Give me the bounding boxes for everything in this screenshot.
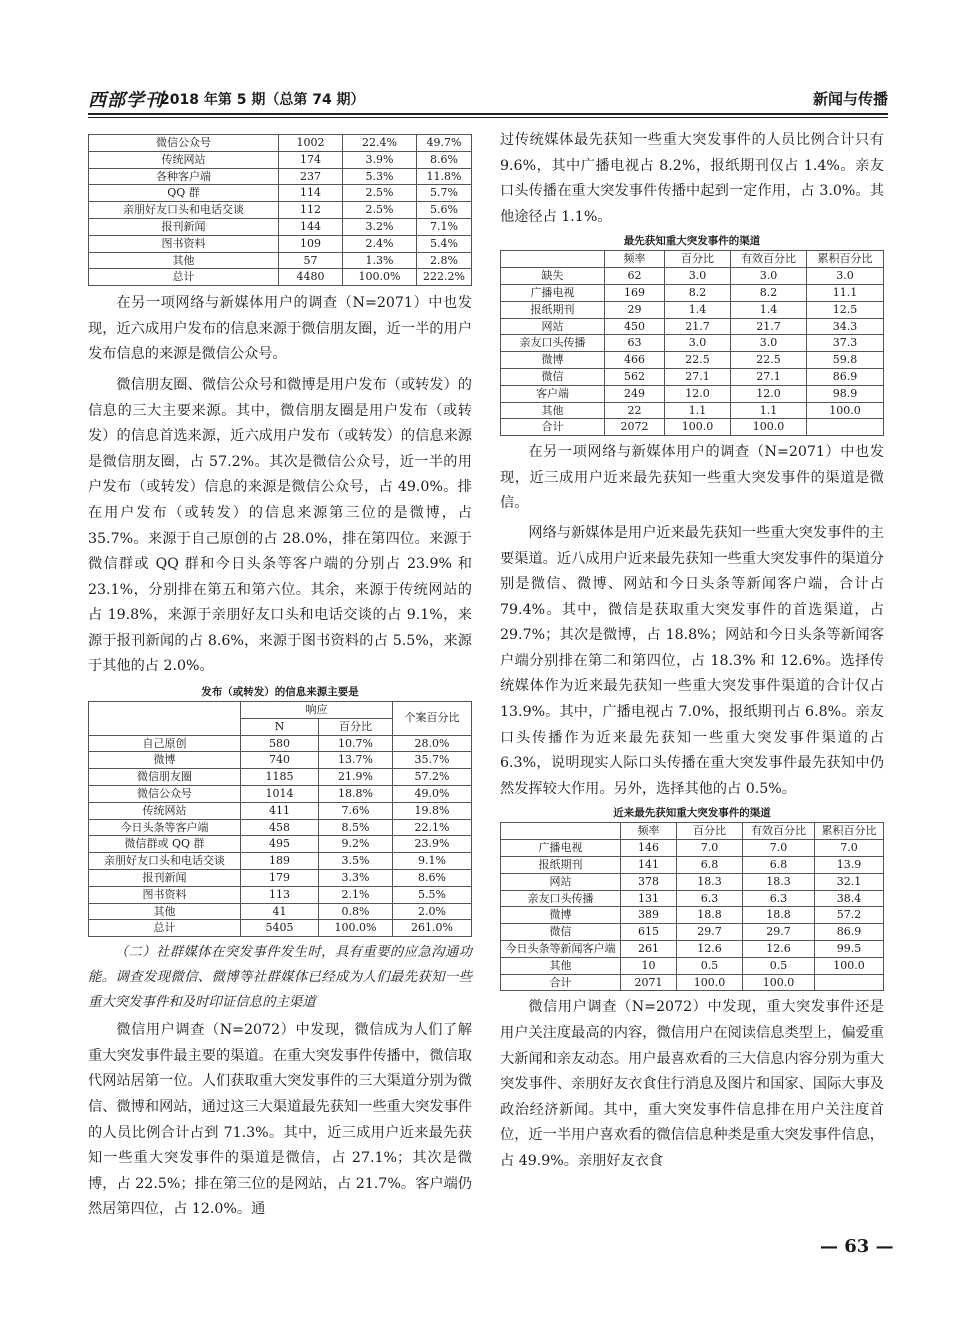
subheading: （二）社群媒体在突发事件发生时，具有重要的应急沟通功能。调查发现微信、微博等社群媒体已经成为人们最先获知一些重大突发事件和及时印证信息的主渠道 bbox=[88, 945, 472, 1011]
table-cell: 100.0 bbox=[815, 957, 884, 974]
table-row bbox=[89, 769, 472, 786]
table-row bbox=[89, 853, 472, 870]
paragraph: 微信用户调查（N=2072）中发现，微信成为人们了解重大突发事件最主要的渠道。在重大突发事件传播中，微信取代网站居第一位。人们获取重大突发事件的三大渠道分别为微信、微博和网站，通过这三大渠道最先获知一些重大突发事件的人员比例合计占到 71.3%。其中，近三成用户近来最先获知一些重大突发事件的渠道是微信，占 27.1%；其次是微博，占 22.5%；排在第三位的是网站，占 21.7%。客户端仍然居第四位，占 12.0%。通 bbox=[88, 1022, 472, 1218]
row-label: 微信 bbox=[501, 924, 621, 941]
table-row bbox=[89, 252, 472, 269]
table-header: N bbox=[241, 718, 319, 735]
row-label: 报刊新闻 bbox=[89, 870, 241, 887]
header-rule bbox=[88, 113, 888, 115]
row-label: 报纸期刊 bbox=[501, 857, 621, 874]
table-cell: 6.8 bbox=[677, 857, 743, 874]
table-header: 频率 bbox=[605, 251, 665, 268]
table-header: 有效百分比 bbox=[731, 251, 807, 268]
table-cell: 100.0 bbox=[665, 419, 731, 436]
table-cell: 2.0% bbox=[393, 903, 472, 920]
table-header: 累积百分比 bbox=[815, 823, 884, 840]
table-cell: 57.2% bbox=[393, 769, 472, 786]
table-cell: 86.9 bbox=[807, 368, 884, 385]
table-cell: 9.1% bbox=[393, 853, 472, 870]
table-cell: 59.8 bbox=[807, 352, 884, 369]
table-row bbox=[501, 890, 884, 907]
table-header-row bbox=[501, 251, 884, 268]
row-label: 广播电视 bbox=[501, 284, 605, 301]
table-cell: 28.0% bbox=[393, 735, 472, 752]
row-label: 微信公众号 bbox=[89, 786, 241, 803]
table-row bbox=[89, 185, 472, 202]
table-row bbox=[501, 335, 884, 352]
table-row bbox=[89, 735, 472, 752]
table-cell: 13.9 bbox=[815, 857, 884, 874]
table-cell: 12.6 bbox=[743, 941, 815, 958]
table-cell: 29.7 bbox=[677, 924, 743, 941]
row-label: QQ 群 bbox=[89, 185, 279, 202]
table-cell: 222.2% bbox=[417, 269, 472, 286]
row-label: 网站 bbox=[501, 318, 605, 335]
table-cell: 34.3 bbox=[807, 318, 884, 335]
table-row bbox=[89, 202, 472, 219]
table-cell: 0.5 bbox=[743, 957, 815, 974]
table-cell: 141 bbox=[621, 857, 677, 874]
table-cell: 109 bbox=[279, 235, 343, 252]
table-cell: 1014 bbox=[241, 786, 319, 803]
table-cell: 8.2 bbox=[665, 284, 731, 301]
row-label: 亲朋好友口头和电话交谈 bbox=[89, 202, 279, 219]
row-label: 图书资料 bbox=[89, 235, 279, 252]
row-label: 微博 bbox=[501, 352, 605, 369]
table-cell: 10 bbox=[621, 957, 677, 974]
table-row bbox=[89, 903, 472, 920]
table-cell: 11.8% bbox=[417, 168, 472, 185]
table-cell: 6.8 bbox=[743, 857, 815, 874]
table-cell: 63 bbox=[605, 335, 665, 352]
table-cell: 6.3 bbox=[677, 890, 743, 907]
table-row bbox=[89, 218, 472, 235]
table-cell: 7.1% bbox=[417, 218, 472, 235]
issue-info: 2018 年第 5 期（总第 74 期） bbox=[160, 92, 365, 108]
table-cell: 5.6% bbox=[417, 202, 472, 219]
table-cell: 86.9 bbox=[815, 924, 884, 941]
row-label: 其他 bbox=[501, 957, 621, 974]
table-cell: 1.4 bbox=[665, 301, 731, 318]
table-row bbox=[501, 924, 884, 941]
table-cell: 1.1 bbox=[731, 402, 807, 419]
row-label: 广播电视 bbox=[501, 840, 621, 857]
table-cell bbox=[815, 974, 884, 991]
row-label: 客户端 bbox=[501, 385, 605, 402]
table-cell: 22.1% bbox=[393, 819, 472, 836]
table-cell: 2.1% bbox=[319, 886, 393, 903]
table-cell: 144 bbox=[279, 218, 343, 235]
table-cell: 495 bbox=[241, 836, 319, 853]
table-row bbox=[501, 957, 884, 974]
table-cell: 2.8% bbox=[417, 252, 472, 269]
paragraph: 网络与新媒体是用户近来最先获知一些重大突发事件的主要渠道。近八成用户近来最先获知一些重大突发事件的渠道分别是微信、微博、网站和今日头条等新闻客户端，合计占 79.4%。其中，微信是获取重大突发事件的首选渠道，占 29.7%；其次是微博，占 18.8%；网站和今日头条等新闻客户端分别排在第二和第四位，占 18.3% 和 12.6%。选择传统媒体作为近来最先获知一些重大突发事件渠道的合计仅占 13.9%。其中，广播电视占 7.0%，报纸期刊占 6.8%。亲友口头传播作为近来最先获知一些重大突发事件渠道的占 6.3%，说明现实人际口头传播在重大突发事件最先获知中仍然发挥较大作用。另外，选择其他的占 0.5%。 bbox=[500, 524, 884, 797]
table-cell: 7.0 bbox=[677, 840, 743, 857]
table-cell: 49.7% bbox=[417, 135, 472, 152]
table-cell: 32.1 bbox=[815, 873, 884, 890]
table-cell: 237 bbox=[279, 168, 343, 185]
table-recent-channel bbox=[500, 822, 884, 991]
table-cell: 179 bbox=[241, 870, 319, 887]
table-cell: 18.3 bbox=[743, 873, 815, 890]
table-cell: 19.8% bbox=[393, 802, 472, 819]
table-publish-sources bbox=[88, 701, 472, 937]
table-cell: 2072 bbox=[605, 419, 665, 436]
table-row bbox=[501, 284, 884, 301]
header-rule-thin bbox=[88, 117, 888, 118]
table-cell: 0.8% bbox=[319, 903, 393, 920]
table-cell: 6.3 bbox=[743, 890, 815, 907]
table-cell: 562 bbox=[605, 368, 665, 385]
table-cell: 5405 bbox=[241, 920, 319, 937]
table-cell: 13.7% bbox=[319, 752, 393, 769]
table-header: 累积百分比 bbox=[807, 251, 884, 268]
table-cell: 4480 bbox=[279, 269, 343, 286]
left-column bbox=[88, 134, 472, 1223]
row-label: 微博 bbox=[89, 752, 241, 769]
table-header: 百分比 bbox=[665, 251, 731, 268]
row-label: 合计 bbox=[501, 974, 621, 991]
table-title: 最先获知重大突发事件的渠道 bbox=[623, 235, 761, 248]
table-cell: 38.4 bbox=[815, 890, 884, 907]
table-header-blank bbox=[89, 702, 241, 736]
table-row bbox=[89, 802, 472, 819]
table-cell: 8.5% bbox=[319, 819, 393, 836]
row-label: 今日头条等新闻客户端 bbox=[501, 941, 621, 958]
table-cell: 261 bbox=[621, 941, 677, 958]
table-cell: 21.9% bbox=[319, 769, 393, 786]
table-cell: 12.6 bbox=[677, 941, 743, 958]
table-cell: 57.2 bbox=[815, 907, 884, 924]
table-cell: 27.1 bbox=[731, 368, 807, 385]
table-row bbox=[89, 870, 472, 887]
table-cell: 2.4% bbox=[343, 235, 417, 252]
table-cell: 3.0 bbox=[665, 335, 731, 352]
table-cell: 22.5 bbox=[665, 352, 731, 369]
table-cell bbox=[807, 419, 884, 436]
paragraph: 在另一项网络与新媒体用户的调查（N=2071）中也发现，近六成用户发布的信息来源于微信朋友圈，近一半的用户发布信息的来源是微信公众号。 bbox=[88, 295, 472, 363]
table-cell: 3.0 bbox=[665, 268, 731, 285]
table-cell: 114 bbox=[279, 185, 343, 202]
table-cell: 29.7 bbox=[743, 924, 815, 941]
table-cell: 8.6% bbox=[393, 870, 472, 887]
table-row bbox=[501, 873, 884, 890]
table-cell: 389 bbox=[621, 907, 677, 924]
row-label: 各种客户端 bbox=[89, 168, 279, 185]
row-label: 自己原创 bbox=[89, 735, 241, 752]
table-row bbox=[501, 941, 884, 958]
row-label: 亲友口头传播 bbox=[501, 890, 621, 907]
table-cell: 5.3% bbox=[343, 168, 417, 185]
table-cell: 146 bbox=[621, 840, 677, 857]
table-cell: 49.0% bbox=[393, 786, 472, 803]
table-cell: 740 bbox=[241, 752, 319, 769]
table-cell: 21.7 bbox=[665, 318, 731, 335]
table-cell: 7.0 bbox=[815, 840, 884, 857]
table-cell: 174 bbox=[279, 151, 343, 168]
table-cell: 9.2% bbox=[319, 836, 393, 853]
table-cell: 99.5 bbox=[815, 941, 884, 958]
table-cell: 411 bbox=[241, 802, 319, 819]
table-cell: 22 bbox=[605, 402, 665, 419]
table-row bbox=[501, 318, 884, 335]
table-row bbox=[501, 402, 884, 419]
table-cell: 169 bbox=[605, 284, 665, 301]
table-cell: 249 bbox=[605, 385, 665, 402]
table-cell: 1.1 bbox=[665, 402, 731, 419]
table-cell: 2071 bbox=[621, 974, 677, 991]
table-cell: 41 bbox=[241, 903, 319, 920]
journal-logo: 西部学刊 bbox=[88, 90, 164, 111]
table-header: 频率 bbox=[621, 823, 677, 840]
table-row bbox=[501, 368, 884, 385]
table-cell: 466 bbox=[605, 352, 665, 369]
row-label: 报纸期刊 bbox=[501, 301, 605, 318]
row-label: 其他 bbox=[89, 903, 241, 920]
row-label: 传统网站 bbox=[89, 151, 279, 168]
table-cell: 18.3 bbox=[677, 873, 743, 890]
table-header: 有效百分比 bbox=[743, 823, 815, 840]
row-label: 总计 bbox=[89, 269, 279, 286]
table-cell: 261.0% bbox=[393, 920, 472, 937]
table-cell: 1002 bbox=[279, 135, 343, 152]
table-row bbox=[89, 819, 472, 836]
table-cell: 18.8 bbox=[743, 907, 815, 924]
table-cell: 22.5 bbox=[731, 352, 807, 369]
table-row bbox=[89, 786, 472, 803]
row-label: 其他 bbox=[501, 402, 605, 419]
table-row bbox=[501, 974, 884, 991]
table-cell: 3.2% bbox=[343, 218, 417, 235]
table-row bbox=[89, 920, 472, 937]
table-row bbox=[501, 352, 884, 369]
table-cell: 100.0 bbox=[807, 402, 884, 419]
row-label: 微信朋友圈 bbox=[89, 769, 241, 786]
table-cell: 21.7 bbox=[731, 318, 807, 335]
table-cell: 100.0 bbox=[731, 419, 807, 436]
table-row bbox=[501, 301, 884, 318]
row-label: 亲朋好友口头和电话交谈 bbox=[89, 853, 241, 870]
table-title: 发布（或转发）的信息来源主要是 bbox=[201, 686, 359, 699]
table-cell: 1.3% bbox=[343, 252, 417, 269]
table-cell: 113 bbox=[241, 886, 319, 903]
table-cell: 1.4 bbox=[731, 301, 807, 318]
row-label: 微信 bbox=[501, 368, 605, 385]
row-label: 传统网站 bbox=[89, 802, 241, 819]
table-row bbox=[89, 836, 472, 853]
table-title: 近来最先获知重大突发事件的渠道 bbox=[613, 807, 771, 820]
table-cell: 3.0 bbox=[731, 268, 807, 285]
table-cell: 62 bbox=[605, 268, 665, 285]
table-cell: 8.6% bbox=[417, 151, 472, 168]
table-cell: 35.7% bbox=[393, 752, 472, 769]
paragraph: 微信用户调查（N=2072）中发现，重大突发事件还是用户关注度最高的内容，微信用户在阅读信息类型上，偏爱重大新闻和亲友动态。用户最喜欢看的三大信息内容分别为重大突发事件、亲朋好友衣食住行消息及图片和国家、国际大事及政治经济新闻。其中，重大突发事件信息排在用户关注度首位，近一半用户喜欢看的微信信息种类是重大突发事件信息，占 49.9%。亲朋好友衣食 bbox=[500, 999, 884, 1169]
table-header bbox=[501, 251, 605, 268]
table-cell: 8.2 bbox=[731, 284, 807, 301]
table-cell: 22.4% bbox=[343, 135, 417, 152]
table-cell: 11.1 bbox=[807, 284, 884, 301]
table-cell: 0.5 bbox=[677, 957, 743, 974]
table-cell: 5.4% bbox=[417, 235, 472, 252]
table-cell: 98.9 bbox=[807, 385, 884, 402]
table-cell: 131 bbox=[621, 890, 677, 907]
row-label: 合计 bbox=[501, 419, 605, 436]
table-cell: 10.7% bbox=[319, 735, 393, 752]
table-cell: 27.1 bbox=[665, 368, 731, 385]
row-label: 今日头条等客户端 bbox=[89, 819, 241, 836]
table-cell: 3.9% bbox=[343, 151, 417, 168]
table-cell: 378 bbox=[621, 873, 677, 890]
right-column bbox=[500, 128, 884, 1175]
table-row bbox=[89, 269, 472, 286]
table-cell: 37.3 bbox=[807, 335, 884, 352]
row-label: 网站 bbox=[501, 873, 621, 890]
table-cell: 18.8 bbox=[677, 907, 743, 924]
row-label: 报刊新闻 bbox=[89, 218, 279, 235]
row-label: 缺失 bbox=[501, 268, 605, 285]
paragraph: 过传统媒体最先获知一些重大突发事件的人员比例合计只有 9.6%，其中广播电视占 8.2%，报纸期刊仅占 1.4%。亲友口头传播在重大突发事件传播中起到一定作用，占 3.0%。其他途径占 1.1%。 bbox=[500, 132, 884, 225]
table-row bbox=[89, 752, 472, 769]
table-cell: 3.0 bbox=[807, 268, 884, 285]
table-row bbox=[501, 907, 884, 924]
table-header: 个案百分比 bbox=[393, 702, 472, 736]
table-cell: 3.0 bbox=[731, 335, 807, 352]
table-cell: 7.6% bbox=[319, 802, 393, 819]
table-row bbox=[501, 857, 884, 874]
row-label: 图书资料 bbox=[89, 886, 241, 903]
table-header bbox=[501, 823, 621, 840]
table-cell: 1185 bbox=[241, 769, 319, 786]
row-label: 微博 bbox=[501, 907, 621, 924]
table-row bbox=[501, 419, 884, 436]
table-row bbox=[501, 268, 884, 285]
table-cell: 615 bbox=[621, 924, 677, 941]
row-label: 微信群或 QQ 群 bbox=[89, 836, 241, 853]
table-row bbox=[89, 886, 472, 903]
table-cell: 189 bbox=[241, 853, 319, 870]
table-cell: 458 bbox=[241, 819, 319, 836]
row-label: 亲友口头传播 bbox=[501, 335, 605, 352]
table-cell: 112 bbox=[279, 202, 343, 219]
table-cell: 57 bbox=[279, 252, 343, 269]
table-cell: 100.0% bbox=[319, 920, 393, 937]
table-cell: 12.5 bbox=[807, 301, 884, 318]
table-header-row bbox=[501, 823, 884, 840]
row-label: 其他 bbox=[89, 252, 279, 269]
paragraph: 微信朋友圈、微信公众号和微博是用户发布（或转发）的信息的三大主要来源。其中，微信朋友圈是用户发布（或转发）的信息首选来源，近六成用户发布（或转发）的信息来源是微信朋友圈，占 57.2%。其次是微信公众号，近一半的用户发布（或转发）信息的来源是微信公众号，占 49.0%。排在用户发布（或转发）的信息来源第三位的是微博，占 35.7%。来源于自己原创的占 28.0%，排在第四位。来源于微信群或 QQ 群和今日头条等客户端的分别占 23.9% 和 23.1%，分别排在第五和第六位。其余，来源于传统网站的占 19.8%，来源于亲朋好友口头和电话交谈的占 9.1%，来源于报刊新闻的占 8.6%，来源于图书资料的占 5.5%，来源于其他的占 2.0%。 bbox=[88, 376, 472, 675]
table-row bbox=[501, 385, 884, 402]
table-cell: 100.0 bbox=[743, 974, 815, 991]
table-header: 响应 bbox=[241, 702, 393, 719]
table-cell: 2.5% bbox=[343, 185, 417, 202]
table-header: 百分比 bbox=[319, 718, 393, 735]
table-header: 百分比 bbox=[677, 823, 743, 840]
table-cell: 450 bbox=[605, 318, 665, 335]
table-cell: 3.5% bbox=[319, 853, 393, 870]
table-cell: 29 bbox=[605, 301, 665, 318]
table-cell: 5.5% bbox=[393, 886, 472, 903]
table-cell: 3.3% bbox=[319, 870, 393, 887]
table-cell: 580 bbox=[241, 735, 319, 752]
table-row bbox=[501, 840, 884, 857]
table-cell: 5.7% bbox=[417, 185, 472, 202]
table-cell: 12.0 bbox=[731, 385, 807, 402]
table-cell: 7.0 bbox=[743, 840, 815, 857]
table-row bbox=[89, 235, 472, 252]
table-cell: 12.0 bbox=[665, 385, 731, 402]
table-cell: 2.5% bbox=[343, 202, 417, 219]
table-sources-continued bbox=[88, 134, 472, 286]
table-cell: 23.9% bbox=[393, 836, 472, 853]
page-number: — 63 — bbox=[820, 1236, 894, 1257]
table-cell: 100.0 bbox=[677, 974, 743, 991]
row-label: 微信公众号 bbox=[89, 135, 279, 152]
table-cell: 100.0% bbox=[343, 269, 417, 286]
table-row bbox=[89, 151, 472, 168]
table-first-channel bbox=[500, 250, 884, 436]
page-header bbox=[88, 86, 888, 112]
table-row bbox=[89, 168, 472, 185]
table-row bbox=[89, 135, 472, 152]
table-cell: 18.8% bbox=[319, 786, 393, 803]
section-title: 新闻与传播 bbox=[812, 90, 888, 108]
paragraph: 在另一项网络与新媒体用户的调查（N=2071）中也发现，近三成用户近来最先获知一些重大突发事件的渠道是微信。 bbox=[500, 444, 884, 512]
row-label: 总计 bbox=[89, 920, 241, 937]
